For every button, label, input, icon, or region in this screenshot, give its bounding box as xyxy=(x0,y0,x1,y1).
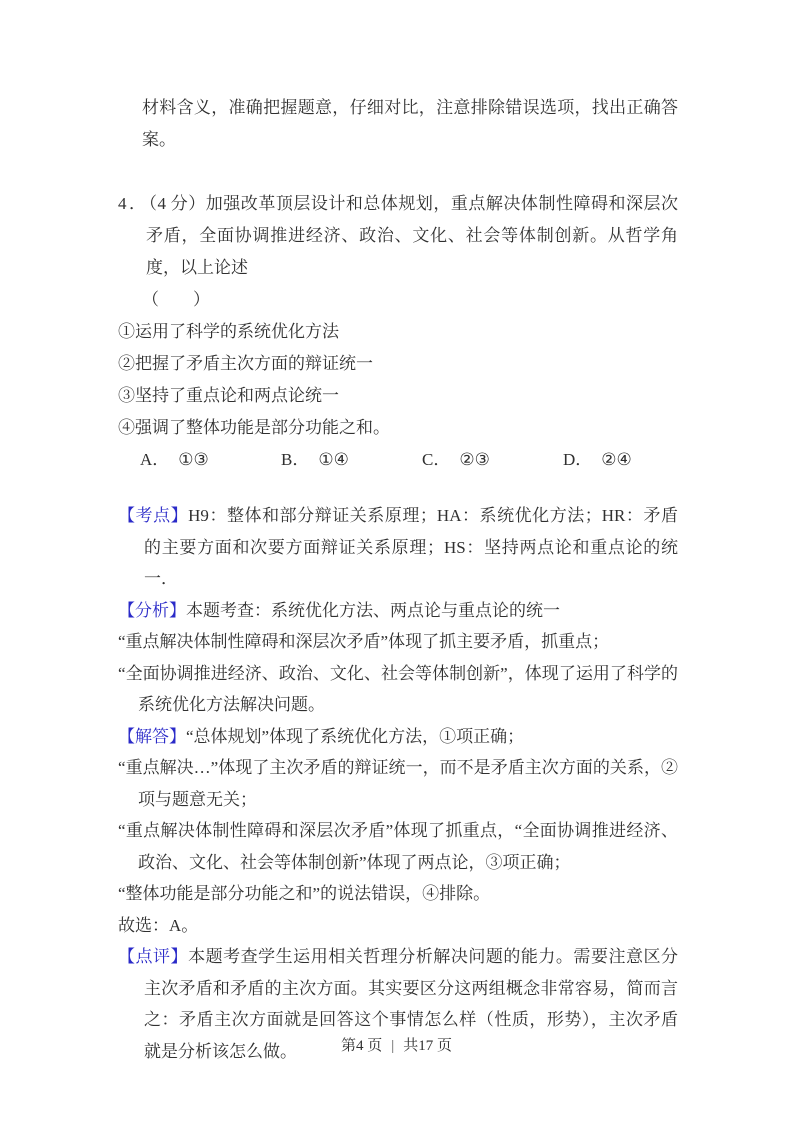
kaodian-text: H9：整体和部分辩证关系原理；HA：系统优化方法；HR：矛盾的主要方面和次要方面辩证关系原理；HS：坚持两点论和重点论的统一． xyxy=(144,506,678,588)
fenxi-note-2: “全面协调推进经济、政治、文化、社会等体制创新”，体现了运用了科学的系统优化方法解决问题。 xyxy=(118,663,678,714)
explanation-block xyxy=(118,500,678,1067)
fenxi-note-1: “重点解决体制性障碍和深层次矛盾”体现了抓主要矛盾，抓重点； xyxy=(118,632,610,651)
choice-b-value: ①④ xyxy=(318,450,349,469)
jieda-note-2: “重点解决体制性障碍和深层次矛盾”体现了抓重点，“全面协调推进经济、政治、文化、社会等体制创新”体现了两点论，③项正确； xyxy=(118,821,678,872)
dianping-text: 本题考查学生运用相关哲理分析解决问题的能力。需要注意区分主次矛盾和矛盾的主次方面。其实要区分这两组概念非常容易，简而言之：矛盾主次方面就是回答这个事情怎么样（性质，形势），主次矛盾就是分析该怎么做。 xyxy=(144,947,679,1061)
choice-d-label: D． xyxy=(563,450,593,469)
conclusion-text: 故选：A。 xyxy=(118,915,199,935)
fenxi-label: 【分析】 xyxy=(118,600,186,620)
question-4-block xyxy=(118,188,678,476)
footer-separator: | xyxy=(391,1038,395,1054)
kaodian-paragraph xyxy=(118,500,678,595)
jieda-note-1: “重点解决…”体现了主次矛盾的辩证统一，而不是矛盾主次方面的关系，②项与题意无关； xyxy=(118,758,678,809)
choice-a-value: ①③ xyxy=(178,450,209,469)
statement-4: ④强调了整体功能是部分功能之和。 xyxy=(118,418,390,437)
choice-b xyxy=(281,444,422,476)
footer-page-number: 第4 页 xyxy=(340,1038,383,1054)
jieda-text: “总体规划”体现了系统优化方法，①项正确； xyxy=(186,726,525,746)
choice-d-value: ②④ xyxy=(601,450,632,469)
page-footer xyxy=(0,1034,793,1055)
jieda-paragraph xyxy=(118,721,678,753)
footer-page-total: 共17 页 xyxy=(403,1038,453,1054)
question-stem-text: （4 分）加强改革顶层设计和总体规划，重点解决体制性障碍和深层次矛盾，全面协调推进经济、政治、文化、社会等体制创新。从哲学角度，以上论述 xyxy=(146,194,678,277)
statement-3: ③坚持了重点论和两点论统一 xyxy=(118,386,339,405)
choice-c-label: C． xyxy=(422,450,451,469)
choice-a-label: A． xyxy=(140,450,170,469)
jieda-note-3: “整体功能是部分功能之和”的说法错误，④排除。 xyxy=(118,884,491,903)
choice-b-label: B． xyxy=(281,450,310,469)
choice-d xyxy=(563,444,632,476)
statement-1: ①运用了科学的系统优化方法 xyxy=(118,322,339,341)
choice-c-value: ②③ xyxy=(459,450,490,469)
answer-blank-brackets: （ ） xyxy=(142,290,210,309)
page-content xyxy=(118,0,678,1067)
previous-answer-tail-text: 材料含义，准确把握题意，仔细对比，注意排除错误选项，找出正确答案。 xyxy=(142,98,678,149)
fenxi-text: 本题考查：系统优化方法、两点论与重点论的统一 xyxy=(186,600,560,620)
dianping-label: 【点评】 xyxy=(118,947,189,966)
choices-row xyxy=(118,444,678,476)
question-stem xyxy=(118,188,678,284)
fenxi-paragraph xyxy=(118,595,678,627)
question-number: 4． xyxy=(118,194,149,213)
kaodian-label: 【考点】 xyxy=(118,506,189,525)
jieda-label: 【解答】 xyxy=(118,726,186,746)
statement-2: ②把握了矛盾主次方面的辩证统一 xyxy=(118,354,373,373)
choice-a xyxy=(140,444,281,476)
choice-c xyxy=(422,444,563,476)
